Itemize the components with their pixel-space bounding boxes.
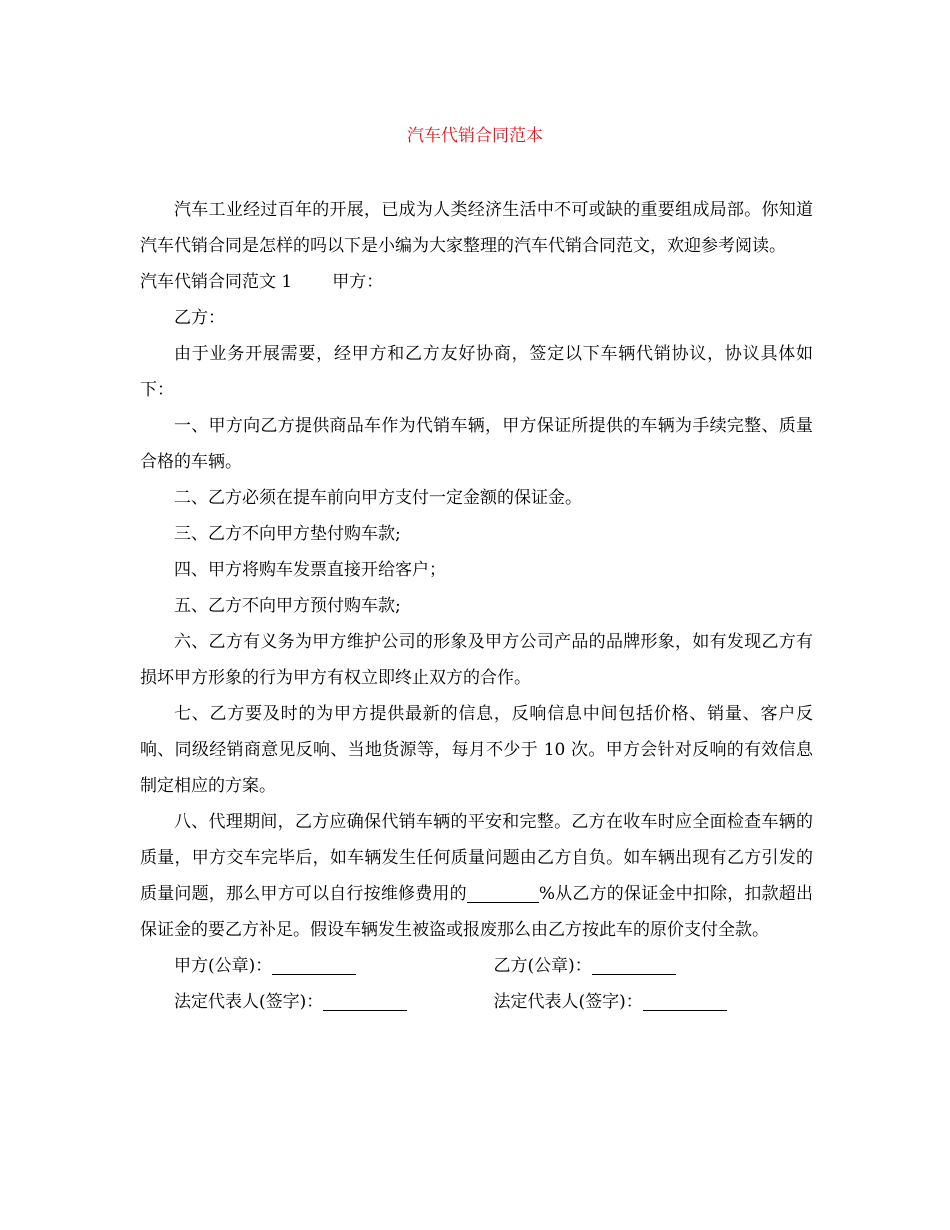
party-a-rep-label: 法定代表人(签字)： xyxy=(174,992,324,1012)
document-title: 汽车代销合同范本 xyxy=(407,126,543,146)
party-b-seal xyxy=(494,948,814,984)
preamble-paragraph: 由于业务开展需要，经甲方和乙方友好协商，签定以下车辆代销协议，协议具体如下： xyxy=(140,344,813,400)
clause-6: 六、乙方有义务为甲方维护公司的形象及甲方公司产品的品牌形象，如有发现乙方有损坏甲方形象的行为甲方有权立即终止双方的合作。 xyxy=(140,632,813,688)
signature-row-seal xyxy=(140,948,813,984)
party-b-rep-label: 法定代表人(签字)： xyxy=(493,992,643,1012)
sample-heading-line xyxy=(140,264,813,300)
party-a-rep-line[interactable] xyxy=(323,992,407,1011)
party-a-seal-label: 甲方(公章)： xyxy=(174,956,273,976)
intro-paragraph: 汽车工业经过百年的开展，已成为人类经济生活中不可或缺的重要组成局部。你知道汽车代销合同是怎样的吗以下是小编为大家整理的汽车代销合同范文，欢迎参考阅读。 xyxy=(140,200,813,256)
party-b-rep-line[interactable] xyxy=(643,992,727,1011)
clause-2: 二、乙方必须在提车前向甲方支付一定金额的保证金。 xyxy=(174,488,582,508)
party-b-label: 乙方： xyxy=(174,308,225,328)
clause-7: 七、乙方要及时的为甲方提供最新的信息，反响信息中间包括价格、销量、客户反响、同级经销商意见反响、当地货源等，每月不少于 10 次。甲方会针对反响的有效信息制定相应的方案。 xyxy=(140,704,813,796)
party-b-seal-label: 乙方(公章)： xyxy=(493,956,592,976)
clause-5: 五、乙方不向甲方预付购车款; xyxy=(174,596,401,616)
sample-heading: 汽车代销合同范文 1 xyxy=(140,272,293,292)
party-a-label: 甲方： xyxy=(332,272,384,292)
percent-blank[interactable] xyxy=(467,884,539,903)
party-a-rep xyxy=(174,984,494,1020)
clause-8 xyxy=(140,804,813,948)
clause-3: 三、乙方不向甲方垫付购车款; xyxy=(174,524,401,544)
party-b-rep xyxy=(494,984,814,1020)
signature-row-rep xyxy=(140,984,813,1020)
party-b-seal-line[interactable] xyxy=(592,956,676,975)
clause-4: 四、甲方将购车发票直接开给客户； xyxy=(174,560,446,580)
party-a-seal-line[interactable] xyxy=(272,956,356,975)
party-a-seal xyxy=(174,948,494,984)
clause-8-part-2: %从乙方的保证金中扣除，扣款超出保证金的要乙方补足。假设车辆发生被盗或报废那么由乙方按此车的原价支付全款。 xyxy=(140,884,814,940)
clause-8-part-1: 八、代理期间，乙方应确保代销车辆的平安和完整。乙方在收车时应全面检查车辆的质量，甲方交车完毕后，如车辆发生任何质量问题由乙方自负。如车辆出现有乙方引发的质量问题，那么甲方可以自行按维修费用的 xyxy=(140,812,813,904)
clause-1: 一、甲方向乙方提供商品车作为代销车辆，甲方保证所提供的车辆为手续完整、质量合格的车辆。 xyxy=(140,416,813,472)
document-body xyxy=(140,192,813,1020)
